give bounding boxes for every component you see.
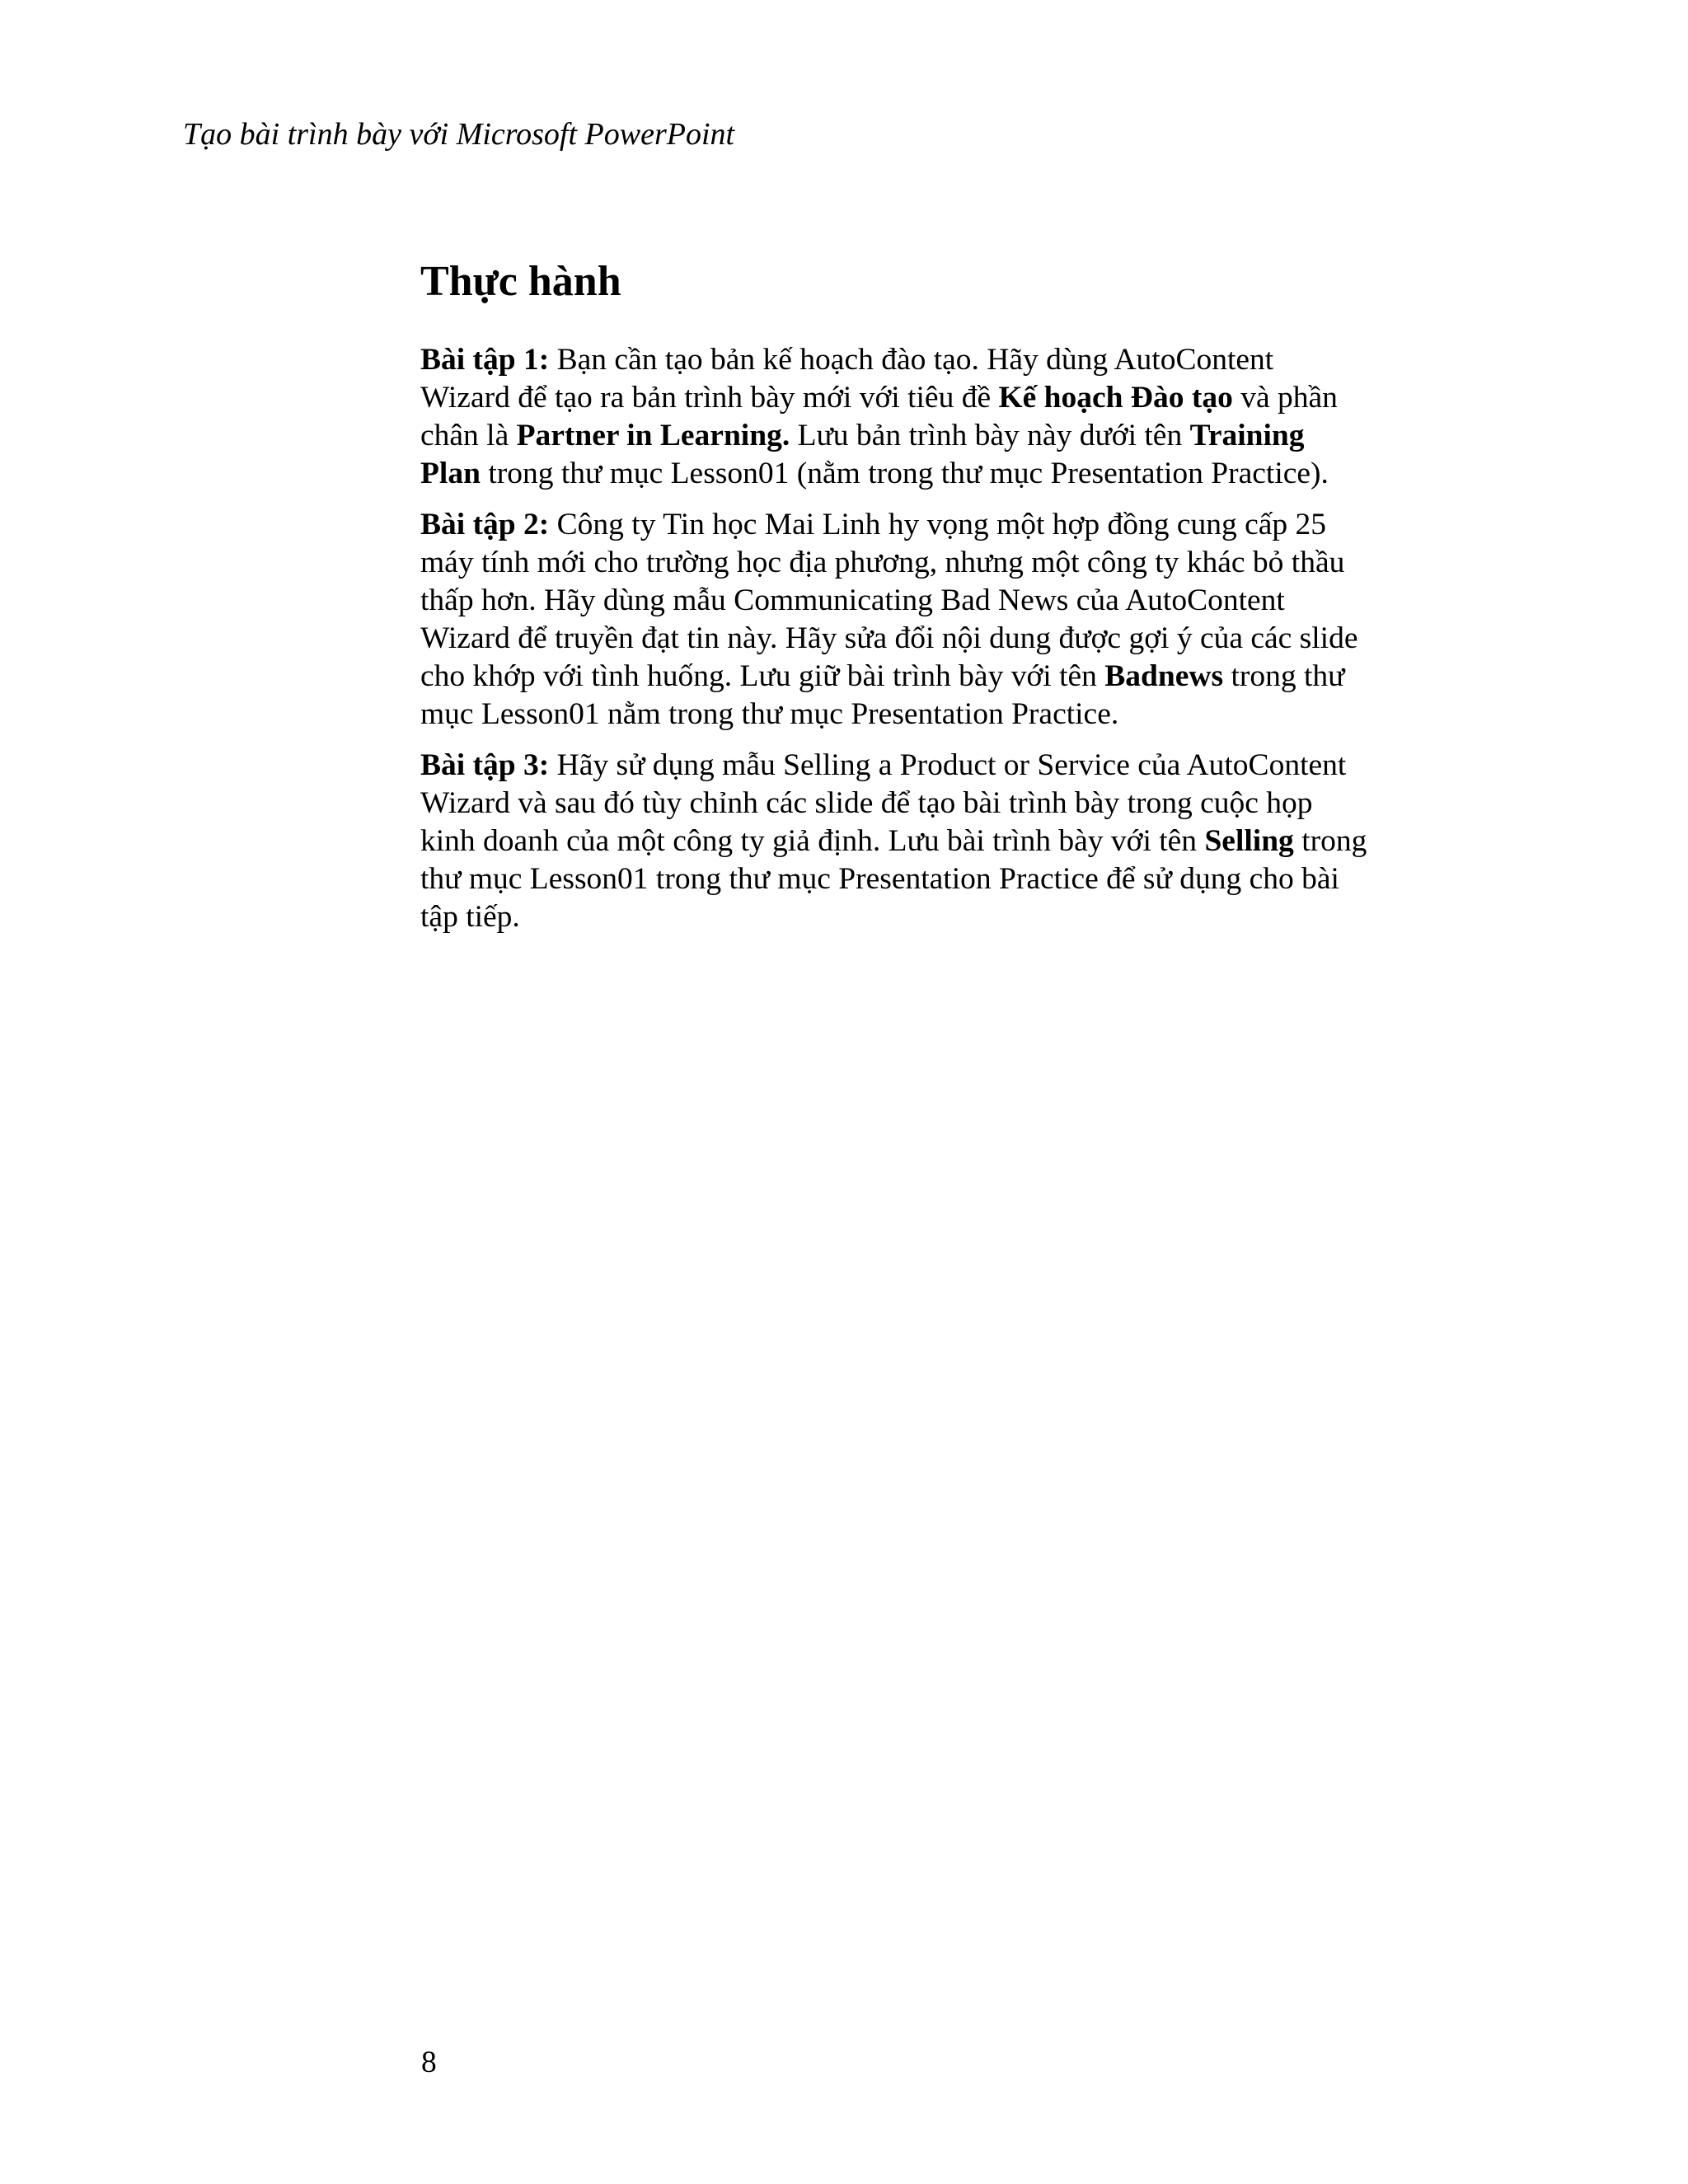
page-number: 8 [421, 2046, 437, 2079]
text-line [420, 747, 1451, 785]
text-run: trong thư [1223, 659, 1345, 693]
running-header: Tạo bài trình bày với Microsoft PowerPoint [183, 117, 735, 152]
exercise-2 [420, 506, 1451, 733]
text-line [420, 785, 1451, 823]
text-run: Lưu bản trình bày này dưới tên [790, 419, 1190, 452]
bold-run: Kế hoạch Đào tạo [998, 381, 1233, 415]
text-line [420, 658, 1451, 696]
bold-run: Bài tập 3: [420, 748, 550, 782]
text-line [420, 379, 1451, 417]
text-run: Công ty Tin học Mai Linh hy vọng một hợp đồng cung cấp 25 [549, 508, 1327, 541]
exercise-1 [420, 341, 1451, 493]
text-line [420, 696, 1451, 733]
text-line [420, 455, 1451, 493]
text-run: thấp hơn. Hãy dùng mẫu Communicating Bad News của AutoContent [420, 583, 1285, 617]
text-line [420, 417, 1451, 455]
text-run: trong thư mục Lesson01 (nằm trong thư mục Presentation Practice). [480, 457, 1329, 490]
exercise-list [420, 341, 1451, 949]
bold-run: Selling [1204, 824, 1294, 858]
text-run: mục Lesson01 nằm trong thư mục Presentation Practice. [420, 697, 1119, 731]
bold-run: Bài tập 2: [420, 508, 550, 541]
bold-run: Training [1189, 419, 1305, 452]
text-line [420, 823, 1451, 860]
text-line [420, 898, 1451, 936]
text-line [420, 860, 1451, 898]
text-run: kinh doanh của một công ty giả định. Lưu bài trình bày với tên [420, 824, 1205, 858]
text-run: Wizard và sau đó tùy chỉnh các slide để tạo bài trình bày trong cuộc họp [420, 786, 1313, 820]
text-line [420, 620, 1451, 658]
section-title: Thực hành [420, 258, 621, 305]
text-run: Wizard để truyền đạt tin này. Hãy sửa đổi nội dung được gợi ý của các slide [420, 621, 1358, 655]
text-run: chân là [420, 419, 517, 452]
bold-run: Partner in Learning. [516, 419, 790, 452]
text-run: máy tính mới cho trường học địa phương, nhưng một công ty khác bỏ thầu [420, 546, 1345, 579]
bold-run: Bài tập 1: [420, 343, 550, 377]
text-line [420, 582, 1451, 620]
text-line [420, 544, 1451, 582]
text-run: Hãy sử dụng mẫu Selling a Product or Service của AutoContent [549, 748, 1347, 782]
text-line [420, 506, 1451, 544]
bold-run: Badnews [1104, 659, 1224, 693]
bold-run: Plan [420, 457, 481, 490]
text-run: Wizard để tạo ra bản trình bày mới với tiêu đề [420, 381, 999, 415]
text-run: thư mục Lesson01 trong thư mục Presentation Practice để sử dụng cho bài [420, 862, 1339, 896]
text-run: tập tiếp. [420, 900, 520, 934]
text-run: và phần [1232, 381, 1338, 415]
exercise-3 [420, 747, 1451, 936]
text-run: cho khớp với tình huống. Lưu giữ bài trình bày với tên [420, 659, 1105, 693]
text-run: Bạn cần tạo bản kế hoạch đào tạo. Hãy dùng AutoContent [549, 343, 1274, 377]
text-run: trong [1293, 824, 1367, 858]
text-line [420, 341, 1451, 379]
